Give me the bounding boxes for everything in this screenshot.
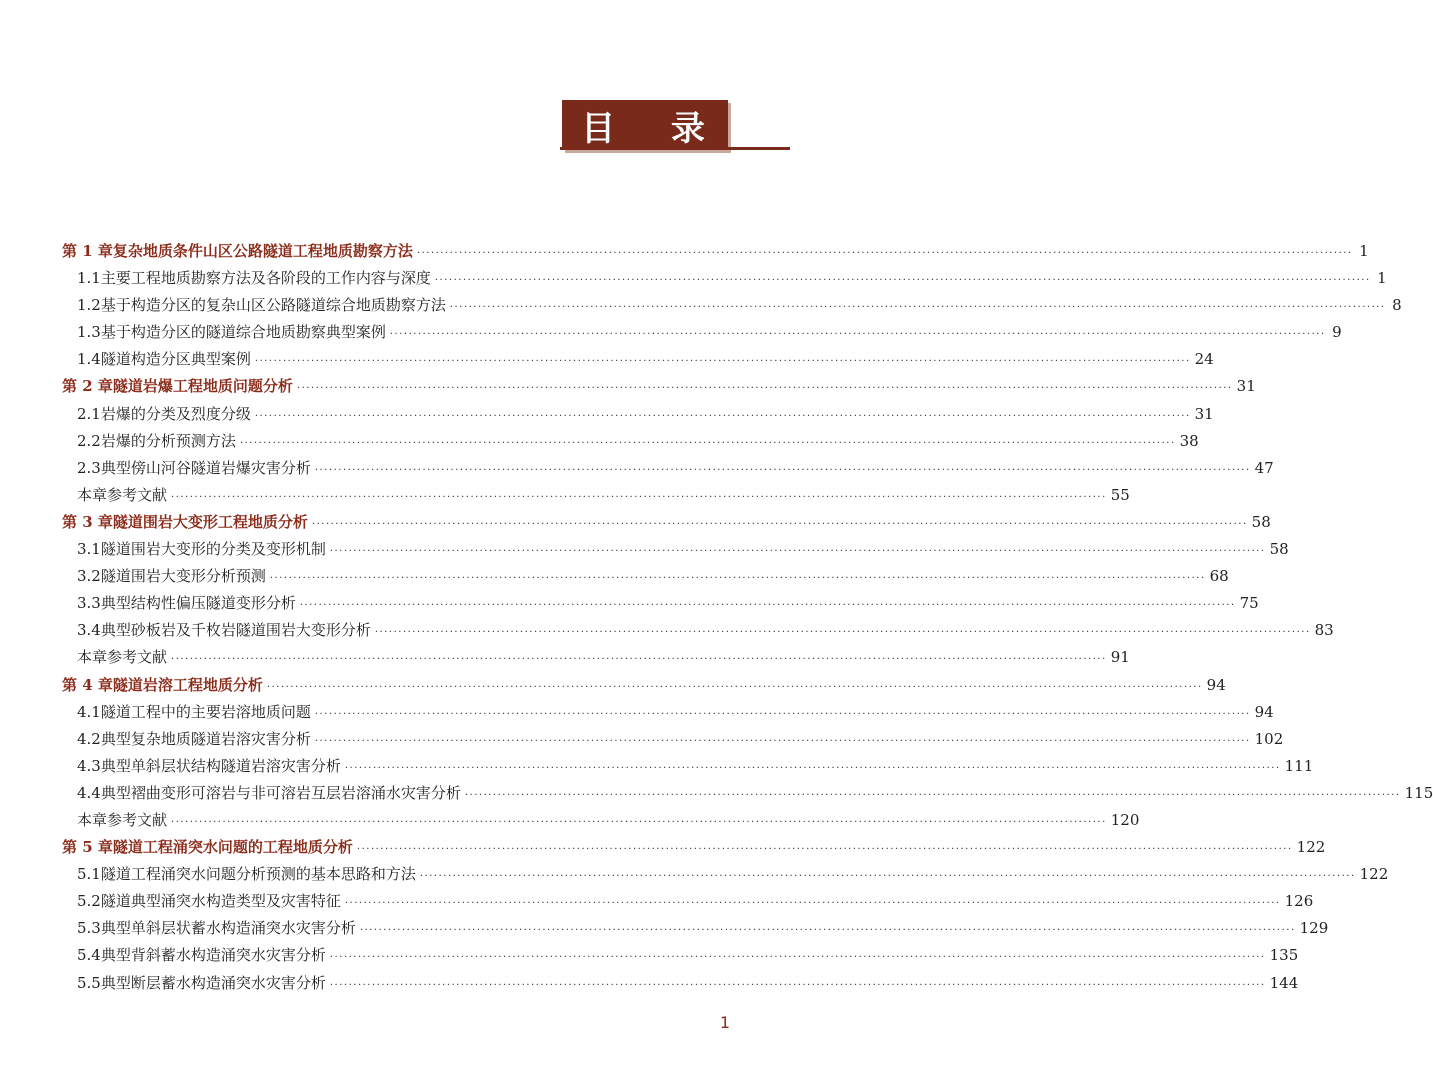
toc-chapter-entry[interactable] (62, 672, 1226, 699)
toc-entry-page: 47 (1254, 458, 1274, 477)
toc-entry-page: 120 (1110, 810, 1140, 829)
toc-entry-title: 典型结构性偏压隧道变形分析 (100, 594, 296, 613)
toc-chapter-entry[interactable] (62, 373, 1256, 400)
toc-entry-title: 岩爆的分析预测方法 (100, 431, 236, 450)
toc-entry-page: 111 (1284, 756, 1314, 775)
toc-section-entry[interactable] (62, 942, 1299, 969)
toc-dot-leader: ········································································································································································································ (296, 383, 1233, 395)
toc-section-entry[interactable] (62, 861, 1389, 888)
toc-entry-title: 隧道工程涌突水问题分析预测的基本思路和方法 (100, 865, 416, 884)
toc-entry-number: 4.2 (77, 729, 101, 748)
toc-entry-number: 5.3 (77, 919, 101, 938)
toc-entry-title: 典型单斜层状结构隧道岩溶灾害分析 (100, 756, 341, 775)
toc-section-entry[interactable] (62, 265, 1387, 292)
toc-entry-title: 基于构造分区的隧道综合地质勘察典型案例 (100, 323, 386, 342)
toc-entry-page: 115 (1404, 783, 1433, 802)
toc-entry-title: 岩爆的分类及烈度分级 (100, 404, 251, 423)
page-title: 目 录 (562, 100, 728, 150)
toc-dot-leader: ········································································································································································································ (464, 789, 1401, 801)
toc-entry-title: 隧道围岩大变形的分类及变形机制 (100, 540, 326, 559)
toc-entry-title: 隧道工程涌突水问题的工程地质分析 (112, 838, 353, 857)
toc-section-entry[interactable] (62, 590, 1259, 617)
toc-entry-title: 本章参考文献 (77, 485, 168, 504)
toc-section-entry[interactable] (62, 726, 1284, 753)
toc-entry-page: 1 (1377, 269, 1387, 288)
toc-dot-leader: ········································································································································································································ (419, 871, 1356, 883)
toc-entry-title: 典型傍山河谷隧道岩爆灾害分析 (100, 458, 311, 477)
toc-dot-leader: ········································································································································································································ (434, 275, 1371, 287)
toc-entry-number: 5.1 (77, 865, 101, 884)
toc-reference-entry[interactable] (62, 807, 1140, 834)
toc-entry-number: 3.4 (77, 621, 101, 640)
toc-entry-title: 典型断层蓄水构造涌突水灾害分析 (100, 973, 326, 992)
toc-section-entry[interactable] (62, 888, 1314, 915)
toc-dot-leader: ········································································································································································································ (374, 627, 1311, 639)
toc-entry-title: 本章参考文献 (77, 648, 168, 667)
toc-entry-number: 3.1 (77, 540, 101, 559)
toc-entry-title: 隧道围岩大变形工程地质分析 (112, 512, 308, 531)
toc-section-entry[interactable] (62, 401, 1214, 428)
toc-entry-title: 典型背斜蓄水构造涌突水灾害分析 (100, 946, 326, 965)
toc-section-entry[interactable] (62, 319, 1342, 346)
toc-entry-number: 第 3 章 (62, 512, 113, 531)
toc-entry-number: 第 4 章 (62, 675, 113, 694)
toc-entry-number: 5.4 (77, 946, 101, 965)
toc-dot-leader: ········································································································································································································ (314, 708, 1251, 720)
toc-dot-leader: ········································································································································································································ (171, 654, 1107, 666)
table-of-contents (62, 238, 1433, 997)
toc-entry-title: 隧道岩爆工程地质问题分析 (112, 377, 293, 396)
toc-dot-leader: ········································································································································································································ (314, 735, 1251, 747)
toc-entry-title: 基于构造分区的复杂山区公路隧道综合地质勘察方法 (100, 296, 446, 315)
toc-entry-title: 典型褶曲变形可溶岩与非可溶岩互层岩溶涌水灾害分析 (100, 783, 461, 802)
toc-section-entry[interactable] (62, 753, 1314, 780)
toc-entry-number: 4.4 (77, 783, 101, 802)
toc-entry-page: 9 (1332, 323, 1342, 342)
toc-dot-leader: ········································································································································································································ (254, 410, 1191, 422)
toc-entry-number: 第 5 章 (62, 838, 113, 857)
toc-entry-page: 94 (1206, 675, 1226, 694)
toc-section-entry[interactable] (62, 617, 1334, 644)
toc-entry-number: 2.3 (77, 458, 101, 477)
toc-entry-page: 129 (1299, 919, 1329, 938)
toc-dot-leader: ········································································································································································································ (314, 464, 1251, 476)
toc-chapter-entry[interactable] (62, 509, 1271, 536)
toc-entry-title: 复杂地质条件山区公路隧道工程地质勘察方法 (112, 242, 413, 260)
toc-entry-page: 94 (1254, 702, 1274, 721)
toc-dot-leader: ········································································································································································································ (344, 898, 1281, 910)
toc-entry-page: 31 (1236, 377, 1256, 396)
toc-entry-page: 1 (1359, 242, 1369, 260)
toc-entry-page: 91 (1110, 648, 1130, 667)
toc-dot-leader: ········································································································································································································ (254, 356, 1191, 368)
toc-dot-leader: ········································································································································································································ (299, 600, 1236, 612)
toc-entry-number: 4.1 (77, 702, 101, 721)
toc-entry-page: 126 (1284, 892, 1314, 911)
toc-entry-number: 2.2 (77, 431, 101, 450)
toc-section-entry[interactable] (62, 915, 1329, 942)
toc-dot-leader: ········································································································································································································ (171, 491, 1107, 503)
toc-entry-title: 隧道岩溶工程地质分析 (112, 675, 263, 694)
toc-dot-leader: ········································································································································································································ (449, 302, 1386, 314)
toc-entry-page: 38 (1179, 431, 1199, 450)
toc-dot-leader: ········································································································································································································ (416, 248, 1353, 259)
toc-entry-number: 5.5 (77, 973, 101, 992)
toc-dot-leader: ········································································································································································································ (356, 844, 1293, 856)
toc-entry-page: 55 (1110, 485, 1130, 504)
toc-entry-title: 隧道围岩大变形分析预测 (100, 567, 266, 586)
toc-entry-page: 68 (1209, 567, 1229, 586)
toc-entry-number: 1.2 (77, 296, 101, 315)
page-number: 1 (719, 1013, 730, 1032)
toc-section-entry[interactable] (62, 970, 1299, 997)
toc-chapter-entry[interactable] (62, 238, 1369, 265)
toc-dot-leader: ········································································································································································································ (329, 979, 1266, 991)
toc-entry-page: 144 (1269, 973, 1299, 992)
toc-entry-title: 本章参考文献 (77, 810, 168, 829)
toc-entry-page: 135 (1269, 946, 1299, 965)
toc-entry-title: 隧道工程中的主要岩溶地质问题 (100, 702, 311, 721)
toc-entry-page: 8 (1392, 296, 1402, 315)
toc-entry-number: 第 2 章 (62, 377, 113, 396)
toc-entry-title: 隧道典型涌突水构造类型及灾害特征 (100, 892, 341, 911)
toc-dot-leader: ········································································································································································································ (359, 925, 1296, 937)
toc-entry-title: 典型复杂地质隧道岩溶灾害分析 (100, 729, 311, 748)
toc-dot-leader: ········································································································································································································ (171, 816, 1107, 828)
toc-entry-number: 3.3 (77, 594, 101, 613)
toc-entry-page: 122 (1359, 865, 1389, 884)
toc-entry-number: 1.3 (77, 323, 101, 342)
toc-entry-number: 4.3 (77, 756, 101, 775)
toc-entry-number: 2.1 (77, 404, 101, 423)
toc-entry-page: 31 (1194, 404, 1214, 423)
toc-entry-title: 典型砂板岩及千枚岩隧道围岩大变形分析 (100, 621, 371, 640)
toc-reference-entry[interactable] (62, 482, 1130, 509)
toc-entry-page: 122 (1296, 838, 1326, 857)
toc-chapter-entry[interactable] (62, 834, 1326, 861)
toc-dot-leader: ········································································································································································································ (344, 762, 1281, 774)
toc-entry-page: 24 (1194, 350, 1214, 369)
toc-entry-number: 3.2 (77, 567, 101, 586)
toc-entry-number: 1.1 (77, 269, 101, 288)
toc-entry-title: 主要工程地质勘察方法及各阶段的工作内容与深度 (100, 269, 431, 288)
toc-dot-leader: ········································································································································································································ (266, 681, 1203, 693)
toc-section-entry[interactable] (62, 536, 1289, 563)
toc-entry-title: 隧道构造分区典型案例 (100, 350, 251, 369)
toc-entry-number: 第 1 章 (62, 242, 113, 260)
toc-entry-page: 102 (1254, 729, 1284, 748)
toc-section-entry[interactable] (62, 780, 1433, 807)
toc-section-entry[interactable] (62, 455, 1274, 482)
toc-reference-entry[interactable] (62, 644, 1130, 671)
toc-entry-number: 5.2 (77, 892, 101, 911)
toc-dot-leader: ········································································································································································································ (311, 518, 1248, 530)
toc-entry-page: 58 (1269, 540, 1289, 559)
toc-entry-title: 典型单斜层状蓄水构造涌突水灾害分析 (100, 919, 356, 938)
toc-dot-leader: ········································································································································································································ (329, 952, 1266, 964)
toc-section-entry[interactable] (62, 428, 1199, 455)
toc-section-entry[interactable] (62, 563, 1229, 590)
toc-entry-page: 83 (1314, 621, 1334, 640)
toc-dot-leader: ········································································································································································································ (239, 437, 1176, 449)
toc-dot-leader: ········································································································································································································ (269, 573, 1206, 585)
toc-entry-page: 75 (1239, 594, 1259, 613)
toc-dot-leader: ········································································································································································································ (389, 329, 1326, 341)
toc-section-entry[interactable] (62, 699, 1274, 726)
toc-dot-leader: ········································································································································································································ (329, 546, 1266, 558)
toc-entry-number: 1.4 (77, 350, 101, 369)
toc-section-entry[interactable] (62, 346, 1214, 373)
toc-entry-page: 58 (1251, 512, 1271, 531)
toc-section-entry[interactable] (62, 292, 1402, 319)
